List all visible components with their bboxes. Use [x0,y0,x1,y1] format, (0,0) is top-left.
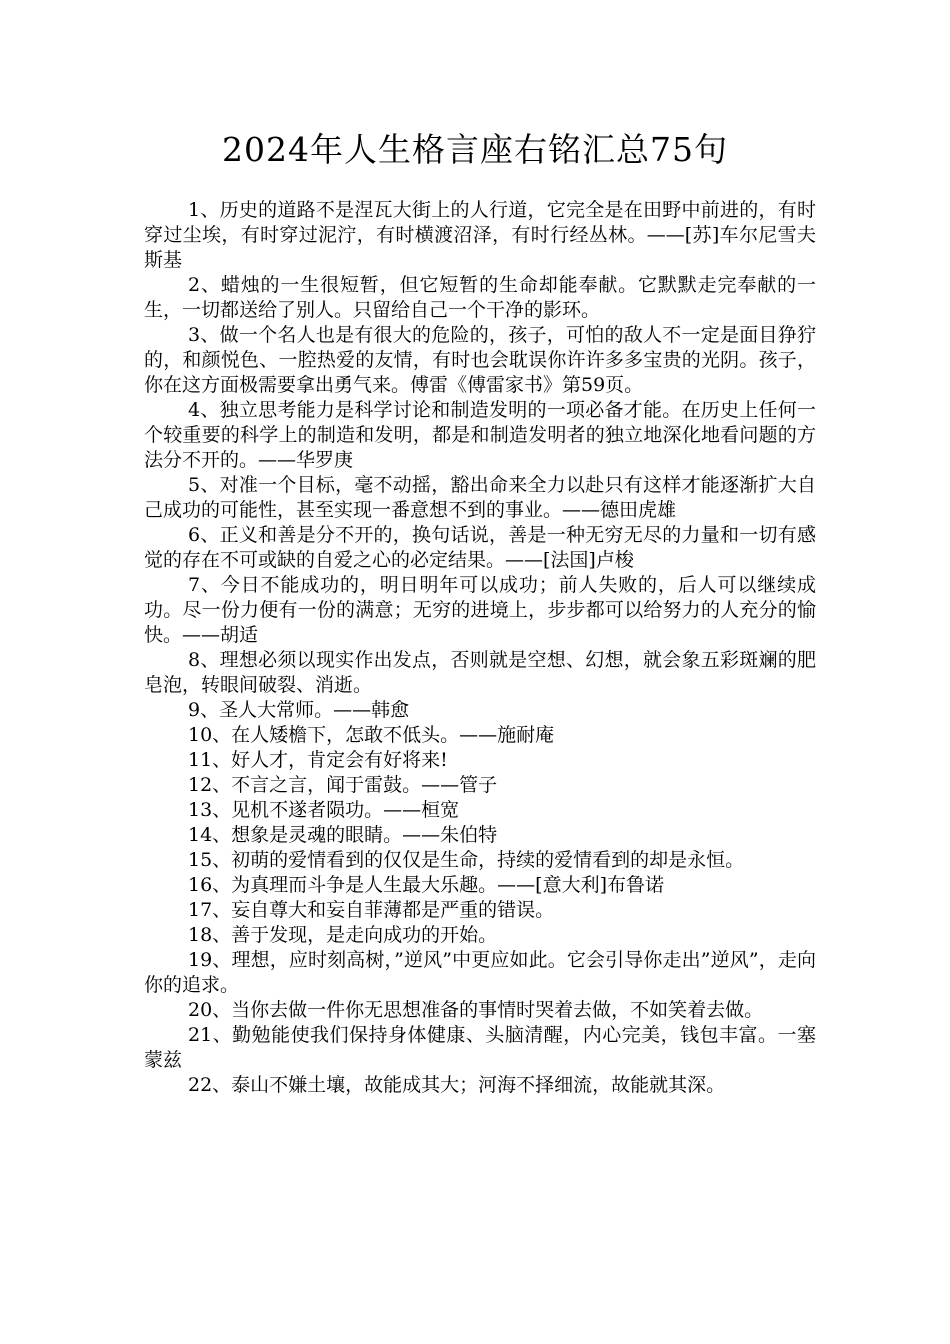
quote-paragraph-21: 21、勤勉能使我们保持身体健康、头脑清醒，内心完美，钱包丰富。一塞蒙兹 [144,1024,816,1071]
document-body [144,198,816,1098]
quote-paragraph-22: 22、泰山不嫌土壤，故能成其大；河海不择细流，故能就其深。 [188,1074,726,1096]
quote-paragraph-7: 7、今日不能成功的，明日明年可以成功；前人失败的，后人可以继续成功。尽一份力便有一份的满意；无穷的进境上，步步都可以给努力的人充分的愉快。——胡适 [144,574,816,646]
quote-paragraph-5: 5、对准一个目标，毫不动摇，豁出命来全力以赴只有这样才能逐渐扩大自己成功的可能性，甚至实现一番意想不到的事业。——德田虎雄 [144,474,816,521]
quote-paragraph-3: 3、做一个名人也是有很大的危险的，孩子，可怕的敌人不一定是面目狰狞的，和颜悦色、一腔热爱的友情，有时也会耽误你许许多多宝贵的光阴。孩子，你在这方面极需要拿出勇气来。傅雷《傅雷家书》第59页。 [144,324,816,396]
quote-paragraph-17: 17、妄自尊大和妄自菲薄都是严重的错误。 [188,899,555,921]
quote-paragraph-2: 2、蜡烛的一生很短暂，但它短暂的生命却能奉献。它默默走完奉献的一生，一切都送给了别人。只留给自己一个干净的影环。 [144,274,816,321]
quote-paragraph-8: 8、理想必须以现实作出发点，否则就是空想、幻想，就会象五彩斑斓的肥皂泡，转眼间破裂、消逝。 [144,649,816,696]
document-title: 2024年人生格言座右铭汇总75句 [222,130,728,169]
quote-paragraph-18: 18、善于发现，是走向成功的开始。 [188,924,498,946]
quote-paragraph-14: 14、想象是灵魂的眼睛。——朱伯特 [188,824,498,846]
quote-paragraph-20: 20、当你去做一件你无思想准备的事情时哭着去做，不如笑着去做。 [188,999,764,1021]
quote-paragraph-19: 19、理想，应时刻高树，”逆风”中更应如此。它会引导你走出”逆风”，走向你的追求。 [144,949,816,996]
quote-paragraph-12: 12、不言之言，闻于雷鼓。——管子 [188,774,498,796]
quote-paragraph-13: 13、见机不遂者陨功。——桓宽 [188,799,460,821]
quote-paragraph-4: 4、独立思考能力是科学讨论和制造发明的一项必备才能。在历史上任何一个较重要的科学上的制造和发明，都是和制造发明者的独立地深化地看问题的方法分不开的。——华罗庚 [144,399,816,471]
quote-paragraph-1: 1、历史的道路不是涅瓦大街上的人行道，它完全是在田野中前进的，有时穿过尘埃，有时穿过泥泞，有时横渡沼泽，有时行经丛林。——[苏]车尔尼雪夫斯基 [144,199,816,271]
quote-paragraph-15: 15、初萌的爱情看到的仅仅是生命，持续的爱情看到的却是永恒。 [188,849,745,871]
quote-paragraph-10: 10、在人矮檐下，怎敢不低头。——施耐庵 [188,724,555,746]
quote-paragraph-11: 11、好人才，肯定会有好将来! [188,749,448,771]
quote-paragraph-9: 9、圣人大常师。——韩愈 [188,699,410,721]
quote-paragraph-16: 16、为真理而斗争是人生最大乐趣。——[意大利]布鲁诺 [188,874,665,896]
quote-paragraph-6: 6、正义和善是分不开的，换句话说，善是一种无穷无尽的力量和一切有感觉的存在不可或缺的自爱之心的必定结果。——[法国]卢梭 [144,524,816,571]
